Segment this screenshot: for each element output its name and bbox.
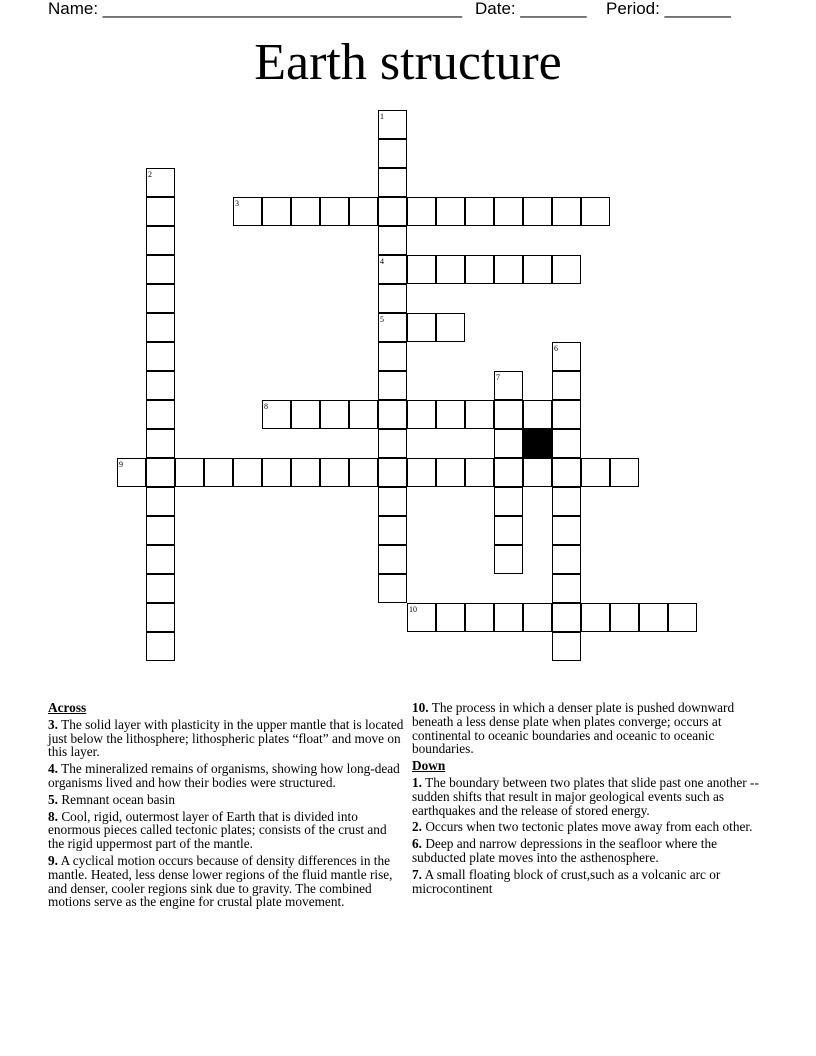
clue-number: 2. [412,819,422,835]
grid-cell[interactable] [320,197,349,226]
grid-cell[interactable] [523,603,552,632]
across-clue-4 [48,762,404,790]
down-clue-1 [412,776,768,817]
grid-cell[interactable] [465,255,494,284]
grid-cell[interactable] [581,197,610,226]
grid-cell[interactable] [436,458,465,487]
clues-column-right [412,701,768,898]
grid-cell[interactable] [262,197,291,226]
grid-cell[interactable] [407,313,436,342]
across-clue-3 [48,718,404,759]
grid-cell[interactable] [378,197,407,226]
grid-cell[interactable] [552,255,581,284]
grid-cell[interactable] [146,255,175,284]
clue-number: 3. [48,716,58,732]
clue-number-label: 9 [119,460,123,469]
grid-cell[interactable] [291,400,320,429]
grid-cell[interactable] [494,516,523,545]
grid-cell[interactable] [320,458,349,487]
clue-text: Remnant ocean basin [61,791,176,807]
grid-cell[interactable] [610,458,639,487]
grid-cell[interactable] [494,255,523,284]
grid-cell[interactable] [552,545,581,574]
grid-cell[interactable] [407,458,436,487]
clue-text: Occurs when two tectonic plates move away from each other. [425,819,753,835]
blocked-cell [523,429,552,458]
grid-cell[interactable] [262,458,291,487]
clues-column-left [48,701,404,912]
grid-cell[interactable] [320,400,349,429]
grid-cell[interactable] [146,342,175,371]
grid-cell[interactable] [146,313,175,342]
grid-cell[interactable] [146,371,175,400]
grid-cell[interactable] [291,458,320,487]
grid-cell[interactable] [523,255,552,284]
grid-cell[interactable] [581,603,610,632]
grid-cell[interactable] [378,139,407,168]
grid-cell[interactable] [581,458,610,487]
clue-number-label: 2 [148,170,152,179]
grid-cell[interactable] [146,603,175,632]
grid-cell[interactable] [349,197,378,226]
clue-number-label: 5 [380,315,384,324]
clue-number: 1. [412,774,422,790]
clue-text: The mineralized remains of organisms, showing how long-dead organisms lived and how their bodies were structured. [48,761,400,790]
grid-cell[interactable] [378,545,407,574]
grid-cell[interactable] [146,197,175,226]
clue-number-label: 4 [380,257,384,266]
grid-cell[interactable] [146,226,175,255]
grid-cell[interactable] [349,458,378,487]
across-heading: Across [48,700,87,715]
grid-cell[interactable] [146,284,175,313]
clue-number-label: 6 [554,344,558,353]
grid-cell[interactable] [494,487,523,516]
grid-cell[interactable] [552,458,581,487]
grid-cell[interactable] [146,487,175,516]
grid-cell[interactable] [523,458,552,487]
period-field-label: Period: _______ [606,0,731,18]
clue-number-label: 3 [235,199,239,208]
clue-text: A cyclical motion occurs because of density differences in the mantle. Heated, less dense lower regions of the fluid mantle rise, and denser, cooler regions sink due to gravity. The combined motions serve as the engine for crustal plate movement. [48,852,393,910]
down-heading: Down [412,758,446,774]
clue-number: 10. [412,700,429,715]
grid-cell[interactable] [291,197,320,226]
down-clue-2 [412,820,768,834]
grid-cell[interactable] [378,284,407,313]
clue-text: A small floating block of crust,such as a volcanic arc or microcontinent [412,866,721,896]
grid-cell[interactable] [465,603,494,632]
grid-cell[interactable] [465,400,494,429]
grid-cell[interactable] [436,603,465,632]
grid-cell[interactable] [552,487,581,516]
clue-number: 9. [48,852,58,868]
grid-cell[interactable] [349,400,378,429]
clue-text: The solid layer with plasticity in the upper mantle that is located just below the lithosphere; lithospheric plates “float” and move on this layer. [48,716,404,760]
grid-cell[interactable] [378,487,407,516]
across-clue-5 [48,793,404,807]
grid-cell[interactable] [436,313,465,342]
grid-cell[interactable] [378,168,407,197]
grid-cell[interactable] [668,603,697,632]
clue-text: Deep and narrow depressions in the seafloor where the subducted plate moves into the asthenosphere. [412,836,717,865]
grid-cell[interactable] [436,400,465,429]
grid-cell[interactable] [378,516,407,545]
date-field-label: Date: _______ [475,0,587,18]
grid-cell[interactable] [146,545,175,574]
grid-cell[interactable] [378,429,407,458]
grid-cell[interactable] [552,574,581,603]
grid-cell[interactable] [552,371,581,400]
grid-cell[interactable] [465,458,494,487]
grid-cell[interactable] [552,516,581,545]
grid-cell[interactable] [610,603,639,632]
clue-number-label: 10 [409,605,417,614]
grid-cell[interactable] [436,255,465,284]
grid-cell[interactable] [146,516,175,545]
clue-text: The boundary between two plates that slide past one another -- sudden shifts that result in major geological events such as earthquakes and the release of stored energy. [412,774,759,818]
down-clue-7 [412,868,768,896]
name-field-label: Name: ______________________________________ [48,0,463,18]
across-clue-8 [48,810,404,851]
grid-cell[interactable] [378,400,407,429]
grid-cell[interactable] [465,197,494,226]
clue-text: Cool, rigid, outermost layer of Earth that is divided into enormous pieces called tectonic plates; consists of the crust and the rigid uppermost part of the mantle. [48,808,387,852]
grid-cell[interactable] [146,400,175,429]
grid-cell[interactable] [233,458,262,487]
clue-number-label: 7 [496,373,500,382]
grid-cell[interactable] [494,429,523,458]
clue-number-label: 1 [380,112,384,121]
grid-cell[interactable] [407,255,436,284]
clue-text: The process in which a denser plate is pushed downward beneath a less dense plate when plates converge; occurs at continental to oceanic boundaries and oceanic to oceanic boundaries. [412,700,735,757]
grid-cell[interactable] [175,458,204,487]
clue-number: 5. [48,791,58,807]
grid-cell[interactable] [639,603,668,632]
across-clue-9 [48,854,404,909]
clue-number-label: 8 [264,402,268,411]
page-title: Earth structure [254,34,562,91]
grid-cell[interactable] [552,632,581,661]
grid-cell[interactable] [378,574,407,603]
grid-cell[interactable] [146,458,175,487]
grid-cell[interactable] [146,632,175,661]
grid-cell[interactable] [523,197,552,226]
grid-cell[interactable] [494,545,523,574]
grid-cell[interactable] [146,574,175,603]
grid-cell[interactable] [552,429,581,458]
grid-cell[interactable] [378,371,407,400]
grid-cell[interactable] [552,603,581,632]
grid-cell[interactable] [523,400,552,429]
clue-number: 6. [412,836,422,852]
grid-cell[interactable] [494,197,523,226]
grid-cell[interactable] [378,342,407,371]
clue-number: 4. [48,761,58,777]
grid-cell[interactable] [494,458,523,487]
grid-cell[interactable] [146,429,175,458]
grid-cell[interactable] [407,197,436,226]
grid-cell[interactable] [378,226,407,255]
clue-number: 8. [48,808,58,824]
grid-cell[interactable] [204,458,233,487]
grid-cell[interactable] [494,603,523,632]
down-clue-6 [412,837,768,865]
grid-cell[interactable] [436,197,465,226]
grid-cell[interactable] [552,400,581,429]
grid-cell[interactable] [494,400,523,429]
grid-cell[interactable] [378,458,407,487]
grid-cell[interactable] [407,400,436,429]
grid-cell[interactable] [552,197,581,226]
across-clue-10 [412,701,768,756]
clue-number: 7. [412,866,422,882]
